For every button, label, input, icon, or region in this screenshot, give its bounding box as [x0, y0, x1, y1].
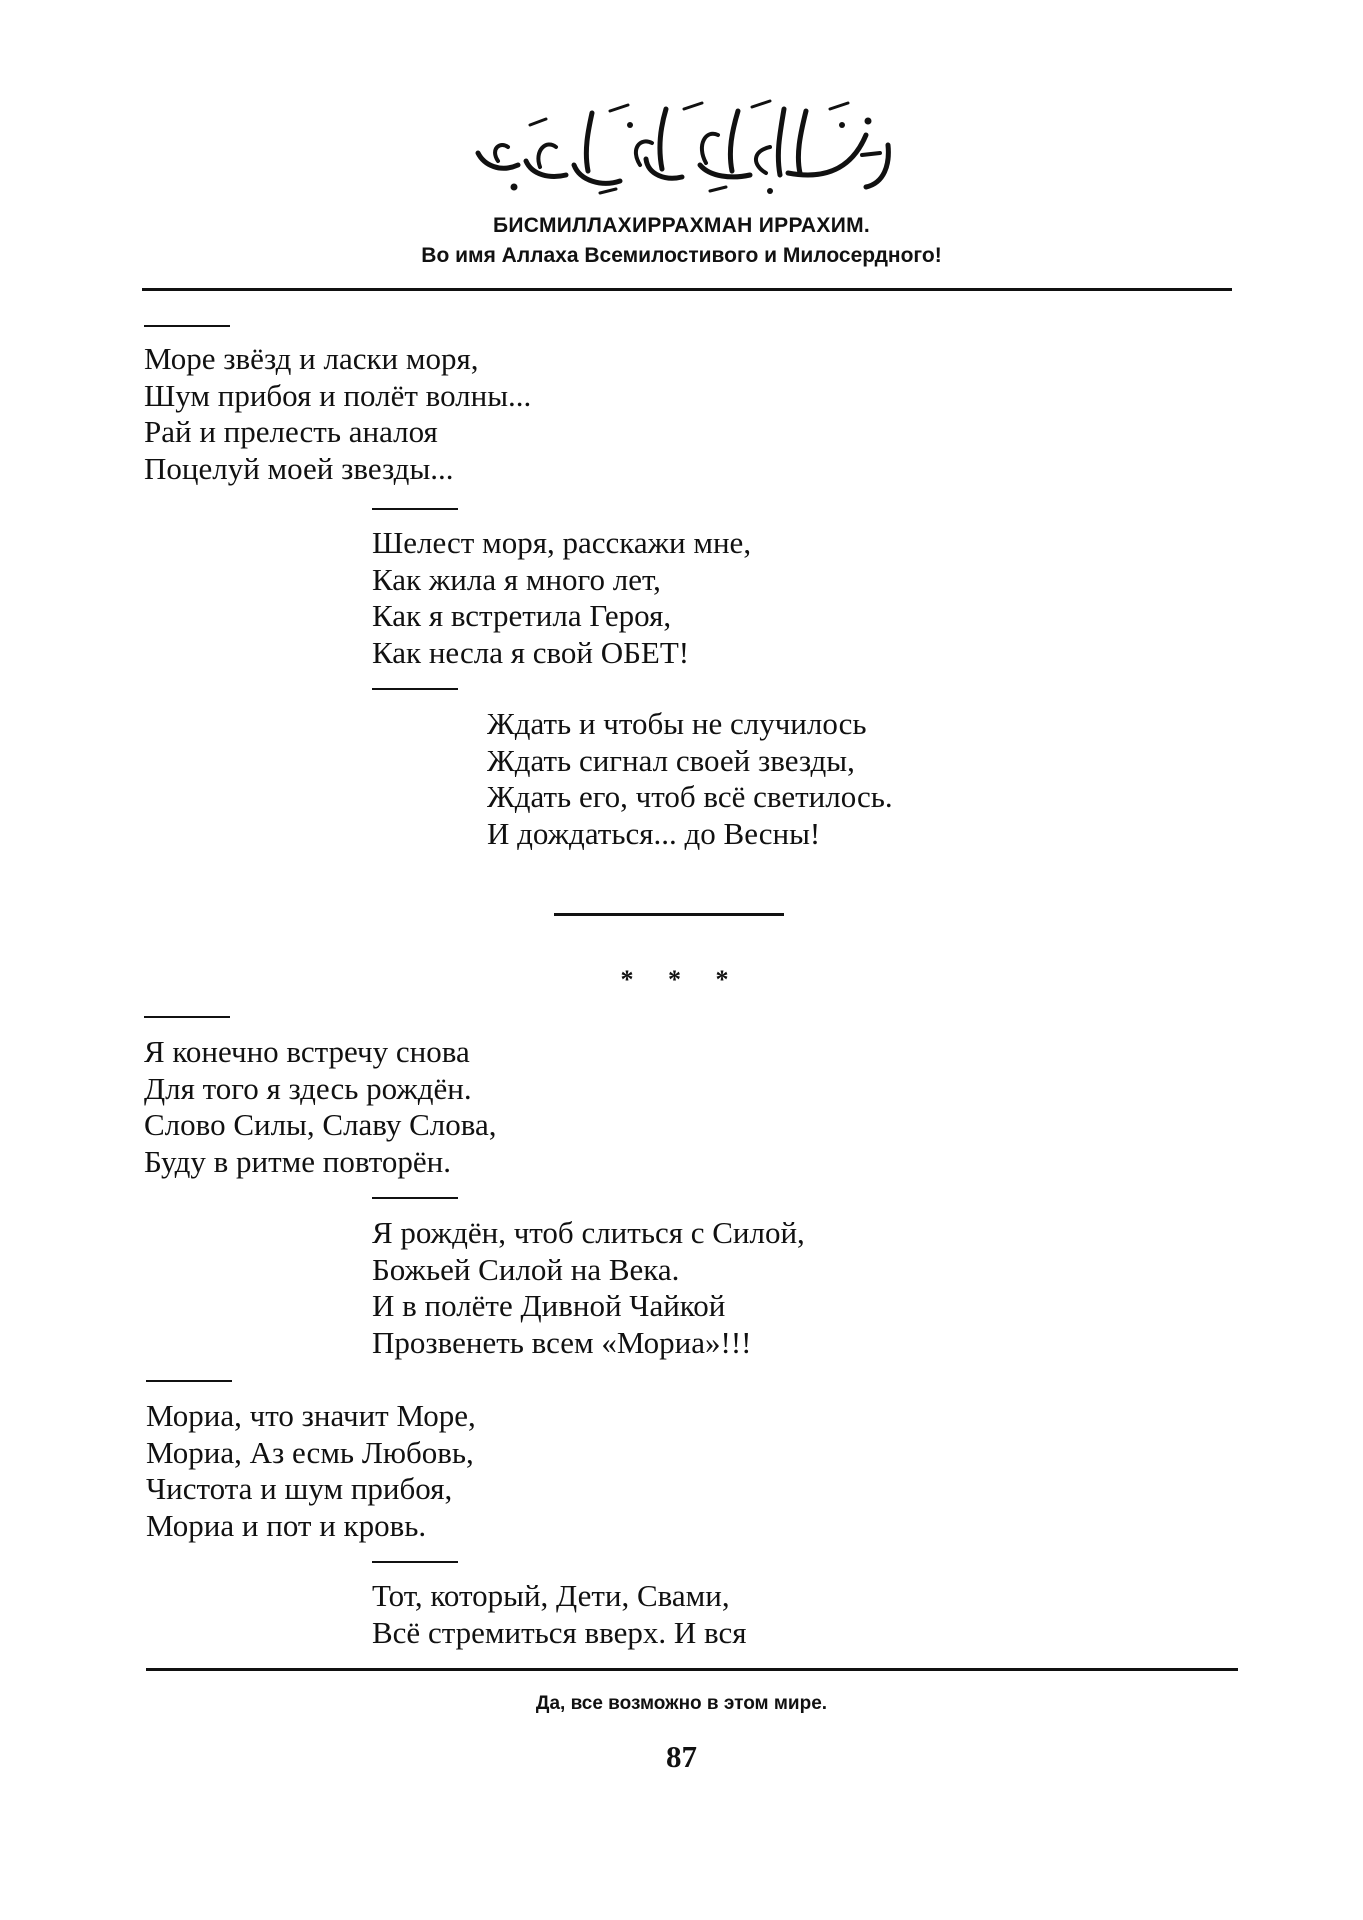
stanza-6: [146, 1398, 476, 1545]
stanza-dash: [372, 1561, 458, 1563]
verse-line: Буду в ритме повторён.: [144, 1144, 451, 1180]
stanza-1: [144, 341, 531, 488]
stanza-dash: [146, 1380, 232, 1382]
stanza-dash: [144, 1016, 230, 1018]
stanza-5: [372, 1215, 805, 1362]
footer-rule: [146, 1668, 1238, 1671]
verse-line: Божьей Силой на Века.: [372, 1251, 680, 1287]
verse-line: Мориа, Аз есмь Любовь,: [146, 1434, 474, 1470]
stanza-7: [372, 1578, 747, 1651]
verse-line: Мориа и пот и кровь.: [146, 1508, 427, 1544]
verse-line: Для того я здесь рождён.: [144, 1070, 472, 1106]
verse-line: Тот, который, Дети, Свами,: [372, 1578, 730, 1613]
verse-line: Всё стремиться вверх. И вся: [372, 1614, 747, 1650]
stanza-dash: [372, 688, 458, 690]
verse-line: Ждать сигнал своей звезды,: [487, 742, 855, 778]
verse-line: И в полёте Дивной Чайкой: [372, 1288, 726, 1324]
verse-line: Я рождён, чтоб слиться с Силой,: [372, 1215, 805, 1250]
verse-line: Как несла я свой ОБЕТ!: [372, 635, 690, 671]
stanza-dash: [144, 325, 230, 327]
verse-line: Рай и прелесть аналоя: [144, 414, 438, 450]
verse-line: Мориа, что значит Море,: [146, 1398, 476, 1433]
verse-line: Ждать его, чтоб всё светилось.: [487, 779, 893, 815]
header-transliteration: БИСМИЛЛАХИРРАХМАН ИРРАХИМ.: [492, 214, 871, 237]
stanza-2: [372, 525, 751, 672]
page-number: 87: [666, 1739, 697, 1774]
verse-line: Как я встретила Героя,: [372, 598, 672, 634]
footer-caption: Да, все возможно в этом мире.: [535, 1693, 828, 1714]
bismillah-calligraphy: [470, 95, 900, 195]
section-rule: [554, 913, 784, 916]
verse-line: Прозвенеть всем «Мориа»!!!: [372, 1325, 752, 1361]
header-translation: Во имя Аллаха Всемилостивого и Милосердного!: [421, 244, 942, 267]
stanza-dash: [372, 1197, 458, 1199]
stanza-4: [144, 1034, 497, 1181]
verse-line: Море звёзд и ласки моря,: [144, 341, 479, 376]
stanza-dash: [372, 508, 458, 510]
verse-line: Слово Силы, Славу Слова,: [144, 1107, 497, 1143]
verse-line: Шум прибоя и полёт волны...: [144, 377, 532, 413]
verse-line: И дождаться... до Весны!: [487, 816, 821, 852]
verse-line: Ждать и чтобы не случилось: [487, 706, 867, 741]
verse-line: Как жила я много лет,: [372, 561, 661, 597]
verse-line: Чистота и шум прибоя,: [146, 1471, 453, 1507]
stanza-3: [487, 706, 893, 853]
section-separator: * * *: [620, 965, 743, 994]
verse-line: Поцелуй моей звезды...: [144, 451, 454, 487]
verse-line: Я конечно встречу снова: [144, 1034, 470, 1069]
verse-line: Шелест моря, расскажи мне,: [372, 525, 752, 560]
header-rule: [142, 288, 1232, 291]
